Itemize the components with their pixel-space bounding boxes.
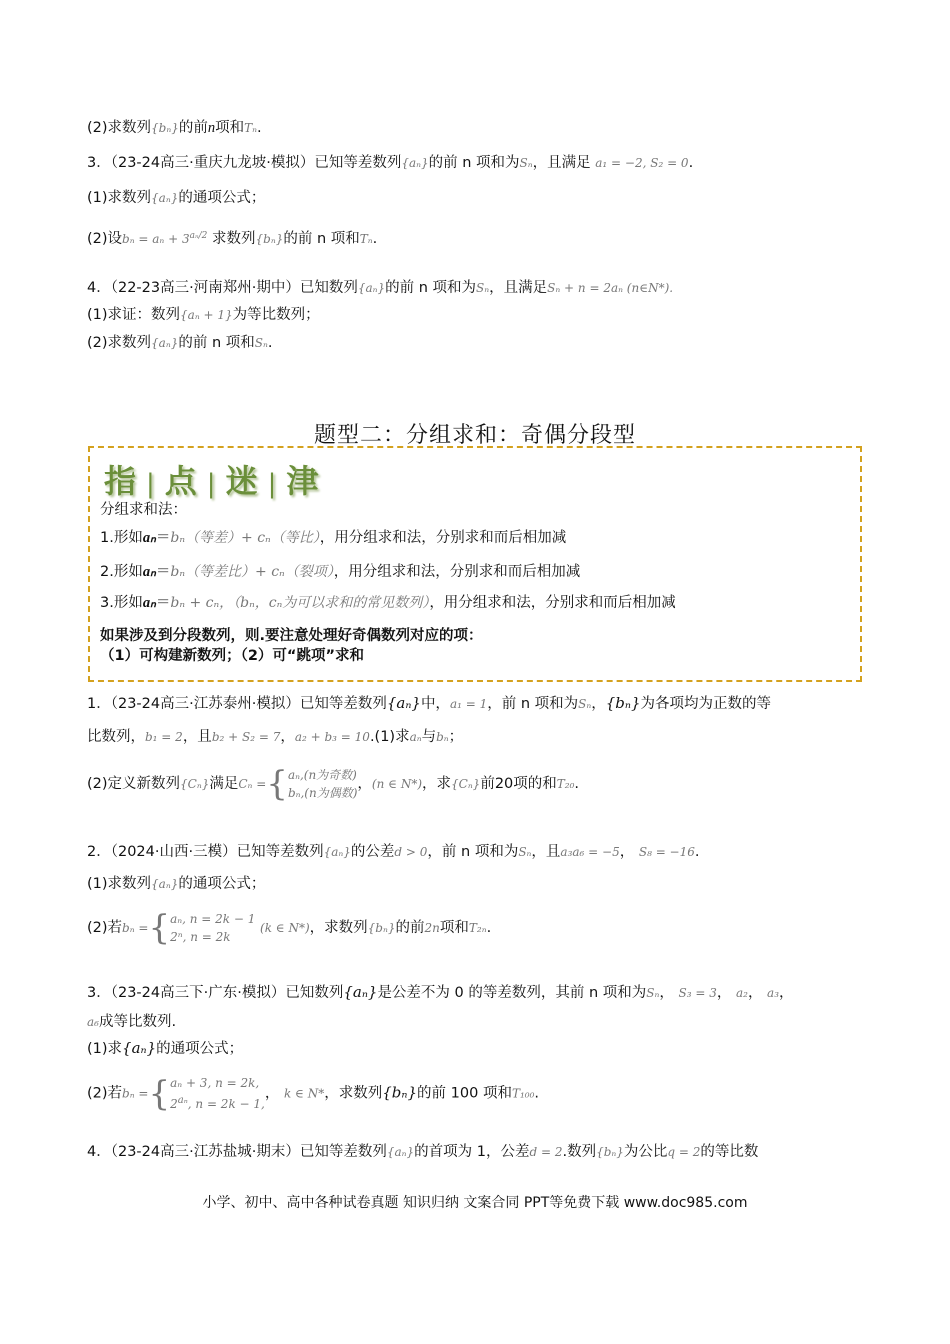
formula: Sₙ: [518, 845, 532, 859]
text: 项和: [215, 120, 245, 136]
formula: a₃: [767, 986, 780, 1000]
text: ，用分组求和法，分别求和而后相加减: [429, 595, 676, 611]
section-title: 题型二：分组求和：奇偶分段型: [313, 423, 636, 448]
problem-3-q2: (2)设$b_n = a_n + 3^{a_n/2}$ 求数列{bₙ}的前 n 项和Tₙ.: [87, 231, 378, 247]
formula: {aₙ}: [122, 1039, 157, 1057]
text: 1．（23-24高三·江苏泰州·模拟）已知等差数列: [87, 696, 387, 712]
brace: {: [148, 1073, 171, 1114]
formula: bₙ: [436, 730, 449, 744]
formula: a₃a₆ = −5: [560, 845, 620, 859]
formula: T₁₀₀: [511, 1086, 535, 1101]
q1-line-1: 1．（23-24高三·江苏泰州·模拟）已知等差数列{aₙ}中，a₁ = 1，前 n 项和为Sₙ，{bₙ}为各项均为正数的等: [87, 694, 772, 712]
text: 2．（2024·山西·三模）已知等差数列: [87, 844, 324, 860]
formula: $b_n = a_n + 3^{a_n/2}$: [122, 231, 208, 246]
formula: {aₙ}: [151, 336, 179, 350]
q1-line-3: (2)定义新数列{Cₙ}满足Cₙ ={aₙ,(n为奇数) bₙ,(n为偶数)，(n ∈ N*)，求{Cₙ}前20项的和T₂₀.: [87, 764, 580, 804]
formula: {bₙ}: [382, 1083, 418, 1102]
q2-line-3: (2)若bₙ ={aₙ, n = 2k − 1 2ⁿ, n = 2k (k ∈ N*)，求数列{bₙ}的前2n项和T₂ₙ.: [87, 908, 492, 948]
problem-4-q2: (2)求数列{aₙ}的前 n 项和Sₙ.: [87, 335, 273, 351]
formula: bₙ =: [122, 921, 149, 935]
text: 与: [421, 729, 437, 745]
formula: S₃ = 3: [678, 986, 717, 1000]
text: 为各项均为正数的等: [640, 696, 772, 712]
formula: (k ∈ N*): [260, 921, 310, 935]
text: 的等比数: [700, 1144, 759, 1160]
text: 的前 n 项和为: [385, 280, 477, 296]
formula: {Cₙ}: [180, 777, 210, 791]
text: (1)求: [87, 1041, 123, 1057]
formula: aₙ + 3, n = 2k, $2^{a_n}$, n = 2k − 1,: [170, 1076, 265, 1111]
formula: {bₙ}: [151, 121, 179, 135]
problem-4-q1: [87, 305, 320, 325]
text: (1)求证：数列: [87, 307, 181, 323]
text: 的首项为 1，公差: [414, 1144, 530, 1160]
formula: {bₙ}: [255, 232, 284, 246]
text: 求数列: [212, 231, 256, 247]
text: 的前: [395, 920, 425, 936]
problem-3-head: 3．（23-24高三·重庆九龙坡·模拟）已知等差数列{aₙ}的前 n 项和为Sₙ，且满足 a₁ = −2, S₂ = 0.: [87, 155, 694, 171]
formula: Sₙ: [646, 986, 660, 1000]
text: 比数列，: [87, 729, 145, 745]
text: 的前 n 项和: [178, 335, 255, 351]
text: .数列: [562, 1144, 597, 1160]
formula: bₙ + cₙ，（bₙ，cₙ为可以求和的常见数列）: [170, 595, 430, 611]
q3-line-3: [87, 1038, 243, 1059]
text: 的通项公式；: [178, 876, 266, 892]
formula: T₂ₙ: [468, 921, 487, 935]
hint-banner: [104, 456, 322, 502]
formula: Tₙ: [244, 121, 257, 135]
formula: {aₙ}: [151, 191, 179, 205]
text: 4．（23-24高三·江苏盐城·期末）已知等差数列: [87, 1144, 387, 1160]
problem-4-head: [87, 278, 673, 298]
text: 2.形如: [100, 564, 143, 580]
formula: Sₙ: [476, 281, 490, 295]
formula: b₁ = 2: [145, 730, 183, 744]
formula: Tₙ: [359, 232, 373, 246]
formula: {bₙ}: [367, 921, 396, 935]
formula: aₙ,(n为奇数) bₙ,(n为偶数): [287, 768, 358, 800]
text: ，求数列: [324, 1085, 383, 1102]
text: ，且: [182, 729, 212, 745]
text: 为等比数列；: [232, 307, 320, 323]
formula: b₂ + S₂ = 7: [211, 730, 281, 744]
formula: Sₙ: [254, 336, 268, 350]
formula: k ∈ N*: [283, 1086, 325, 1101]
brace: {: [148, 908, 171, 948]
formula: Sₙ: [578, 697, 592, 711]
q3-line-1: 3．（23-24高三下·广东·模拟）已知数列{aₙ}是公差不为 0 的等差数列，其前 n 项和为Sₙ， S₃ = 3， a₂， a₃，: [87, 983, 794, 1001]
hint-intro: 分组求和法：: [100, 502, 187, 518]
text: (2)定义新数列: [87, 776, 181, 792]
formula: (n ∈ N*): [371, 777, 422, 791]
text: 的公差: [350, 844, 395, 860]
text: 是公差不为 0 的等差数列，其前 n 项和为: [377, 985, 647, 1001]
text: (2)若: [87, 920, 123, 936]
text: 3．（23-24高三下·广东·模拟）已知数列: [87, 985, 344, 1001]
text: 4．（22-23高三·河南郑州·期中）已知数列: [87, 280, 358, 296]
hint-rule-3: 3.形如aₙ＝bₙ + cₙ，（bₙ，cₙ为可以求和的常见数列），用分组求和法，分别求和而后相加减: [100, 595, 676, 611]
text: 的通项公式；: [156, 1041, 244, 1057]
text: 的通项公式；: [178, 190, 266, 206]
formula: bₙ（等差比）+ cₙ（裂项）: [170, 564, 334, 580]
formula: aₙ: [409, 730, 422, 744]
formula: 2n: [424, 921, 440, 935]
formula: {bₙ}: [605, 694, 641, 712]
text: ，求: [422, 776, 451, 792]
text: ，且: [531, 844, 561, 860]
text: ，且满足: [532, 155, 591, 171]
q3-line-4: (2)若bₙ ={aₙ + 3, n = 2k, $2^{a_n}$, n = 2k − 1,， k ∈ N*，求数列{bₙ}的前 100 项和T₁₀₀.: [87, 1073, 539, 1114]
text: (1)求数列: [87, 190, 152, 206]
divider: |: [267, 469, 281, 499]
text: (1)求数列: [87, 876, 152, 892]
q1-line-2: 比数列，b₁ = 2，且b₂ + S₂ = 7，a₂ + b₃ = 10.(1)求aₙ与bₙ；: [87, 729, 464, 745]
hint-rule-2: 2.形如aₙ＝bₙ（等差比）+ cₙ（裂项），用分组求和法，分别求和而后相加减: [100, 564, 581, 580]
q2-line-2: [87, 874, 265, 894]
formula: d > 0: [394, 845, 428, 859]
formula: {aₙ}: [357, 281, 386, 295]
text: 的前 n 项和为: [428, 155, 520, 171]
top-line-1: (2)求数列{bₙ}的前n项和Tₙ.: [87, 120, 262, 136]
text: ，求数列: [309, 920, 368, 936]
problem-3-q1: [87, 188, 265, 208]
formula: a₂ + b₃ = 10: [294, 730, 370, 744]
text: .(1)求: [369, 729, 410, 745]
text: 为公比: [623, 1144, 668, 1160]
hint-char: 津: [286, 462, 323, 500]
text: ，用分组求和法，分别求和而后相加减: [333, 564, 581, 580]
formula: bₙ（等差）+ cₙ（等比）: [170, 530, 320, 546]
divider: |: [206, 469, 220, 499]
text: 的前: [178, 120, 208, 136]
hint-bold-2: （1）可构建新数列；（2）可“跳项”求和: [100, 648, 364, 664]
formula: {aₙ}: [343, 983, 378, 1001]
q2-line-1: 2．（2024·山西·三模）已知等差数列{aₙ}的公差d > 0，前 n 项和为Sₙ，且a₃a₆ = −5， S₈ = −16.: [87, 844, 700, 860]
text: (2)求数列: [87, 335, 152, 351]
formula: a₁ = 1: [449, 697, 488, 711]
text: 的前 n 项和: [283, 231, 360, 247]
formula: a₆: [87, 1015, 99, 1029]
text: ，前 n 项和为: [427, 844, 519, 860]
text: (2)求数列: [87, 120, 152, 136]
hint-bold-1: 如果涉及到分段数列，则.要注意处理好奇偶数列对应的项：: [100, 628, 483, 644]
formula: bₙ =: [122, 1086, 149, 1101]
text: 3.形如: [100, 595, 143, 611]
hint-char: 迷: [225, 462, 262, 500]
q4-line-1: [87, 1142, 758, 1162]
text: 的前 100 项和: [417, 1085, 512, 1102]
hint-char: 点: [164, 462, 201, 500]
formula: a₁ = −2, S₂ = 0: [595, 156, 689, 170]
formula: {bₙ}: [596, 1145, 624, 1159]
formula: a₂: [735, 986, 748, 1000]
formula: {aₙ}: [386, 694, 421, 712]
brace: {: [266, 764, 288, 804]
text: ，: [280, 729, 295, 745]
text: 中，: [420, 696, 450, 712]
formula: Sₙ: [519, 156, 533, 170]
text: 前20项的和: [480, 776, 557, 792]
formula: {aₙ}: [323, 845, 351, 859]
formula: T₂₀: [556, 777, 575, 791]
var-n: n: [207, 120, 216, 136]
q3-line-2: [87, 1012, 176, 1032]
text: ，且满足: [489, 280, 548, 296]
text: 3．（23-24高三·重庆九龙坡·模拟）已知等差数列: [87, 155, 402, 171]
formula: S₈ = −16: [638, 845, 695, 859]
formula: {aₙ + 1}: [180, 308, 233, 322]
formula: Cₙ =: [238, 777, 267, 791]
formula: Sₙ + n = 2aₙ (n∈N*).: [547, 281, 674, 295]
formula: {aₙ}: [401, 156, 429, 170]
page-footer: 小学、初中、高中各种试卷真题 知识归纳 文案合同 PPT等免费下载 www.doc985.com: [202, 1195, 748, 1211]
formula: aₙ, n = 2k − 1 2ⁿ, n = 2k: [170, 912, 256, 944]
text: ，用分组求和法，分别求和而后相加减: [319, 530, 567, 546]
text: ，前 n 项和为: [487, 696, 579, 712]
formula: q = 2: [667, 1145, 701, 1159]
text: (2)若: [87, 1085, 123, 1102]
text: 项和: [439, 920, 469, 936]
hint-char: 指: [104, 462, 141, 500]
text: (2)设: [87, 231, 123, 247]
text: 1.形如: [100, 530, 143, 546]
formula: {aₙ}: [151, 877, 179, 891]
formula: {Cₙ}: [451, 777, 481, 791]
text: 满足: [209, 776, 239, 792]
divider: |: [146, 469, 159, 499]
formula: d = 2: [529, 1145, 563, 1159]
formula: {aₙ}: [386, 1145, 415, 1159]
hint-rule-1: 1.形如aₙ＝bₙ（等差）+ cₙ（等比），用分组求和法，分别求和而后相加减: [100, 530, 567, 546]
text: 成等比数列.: [98, 1014, 177, 1030]
